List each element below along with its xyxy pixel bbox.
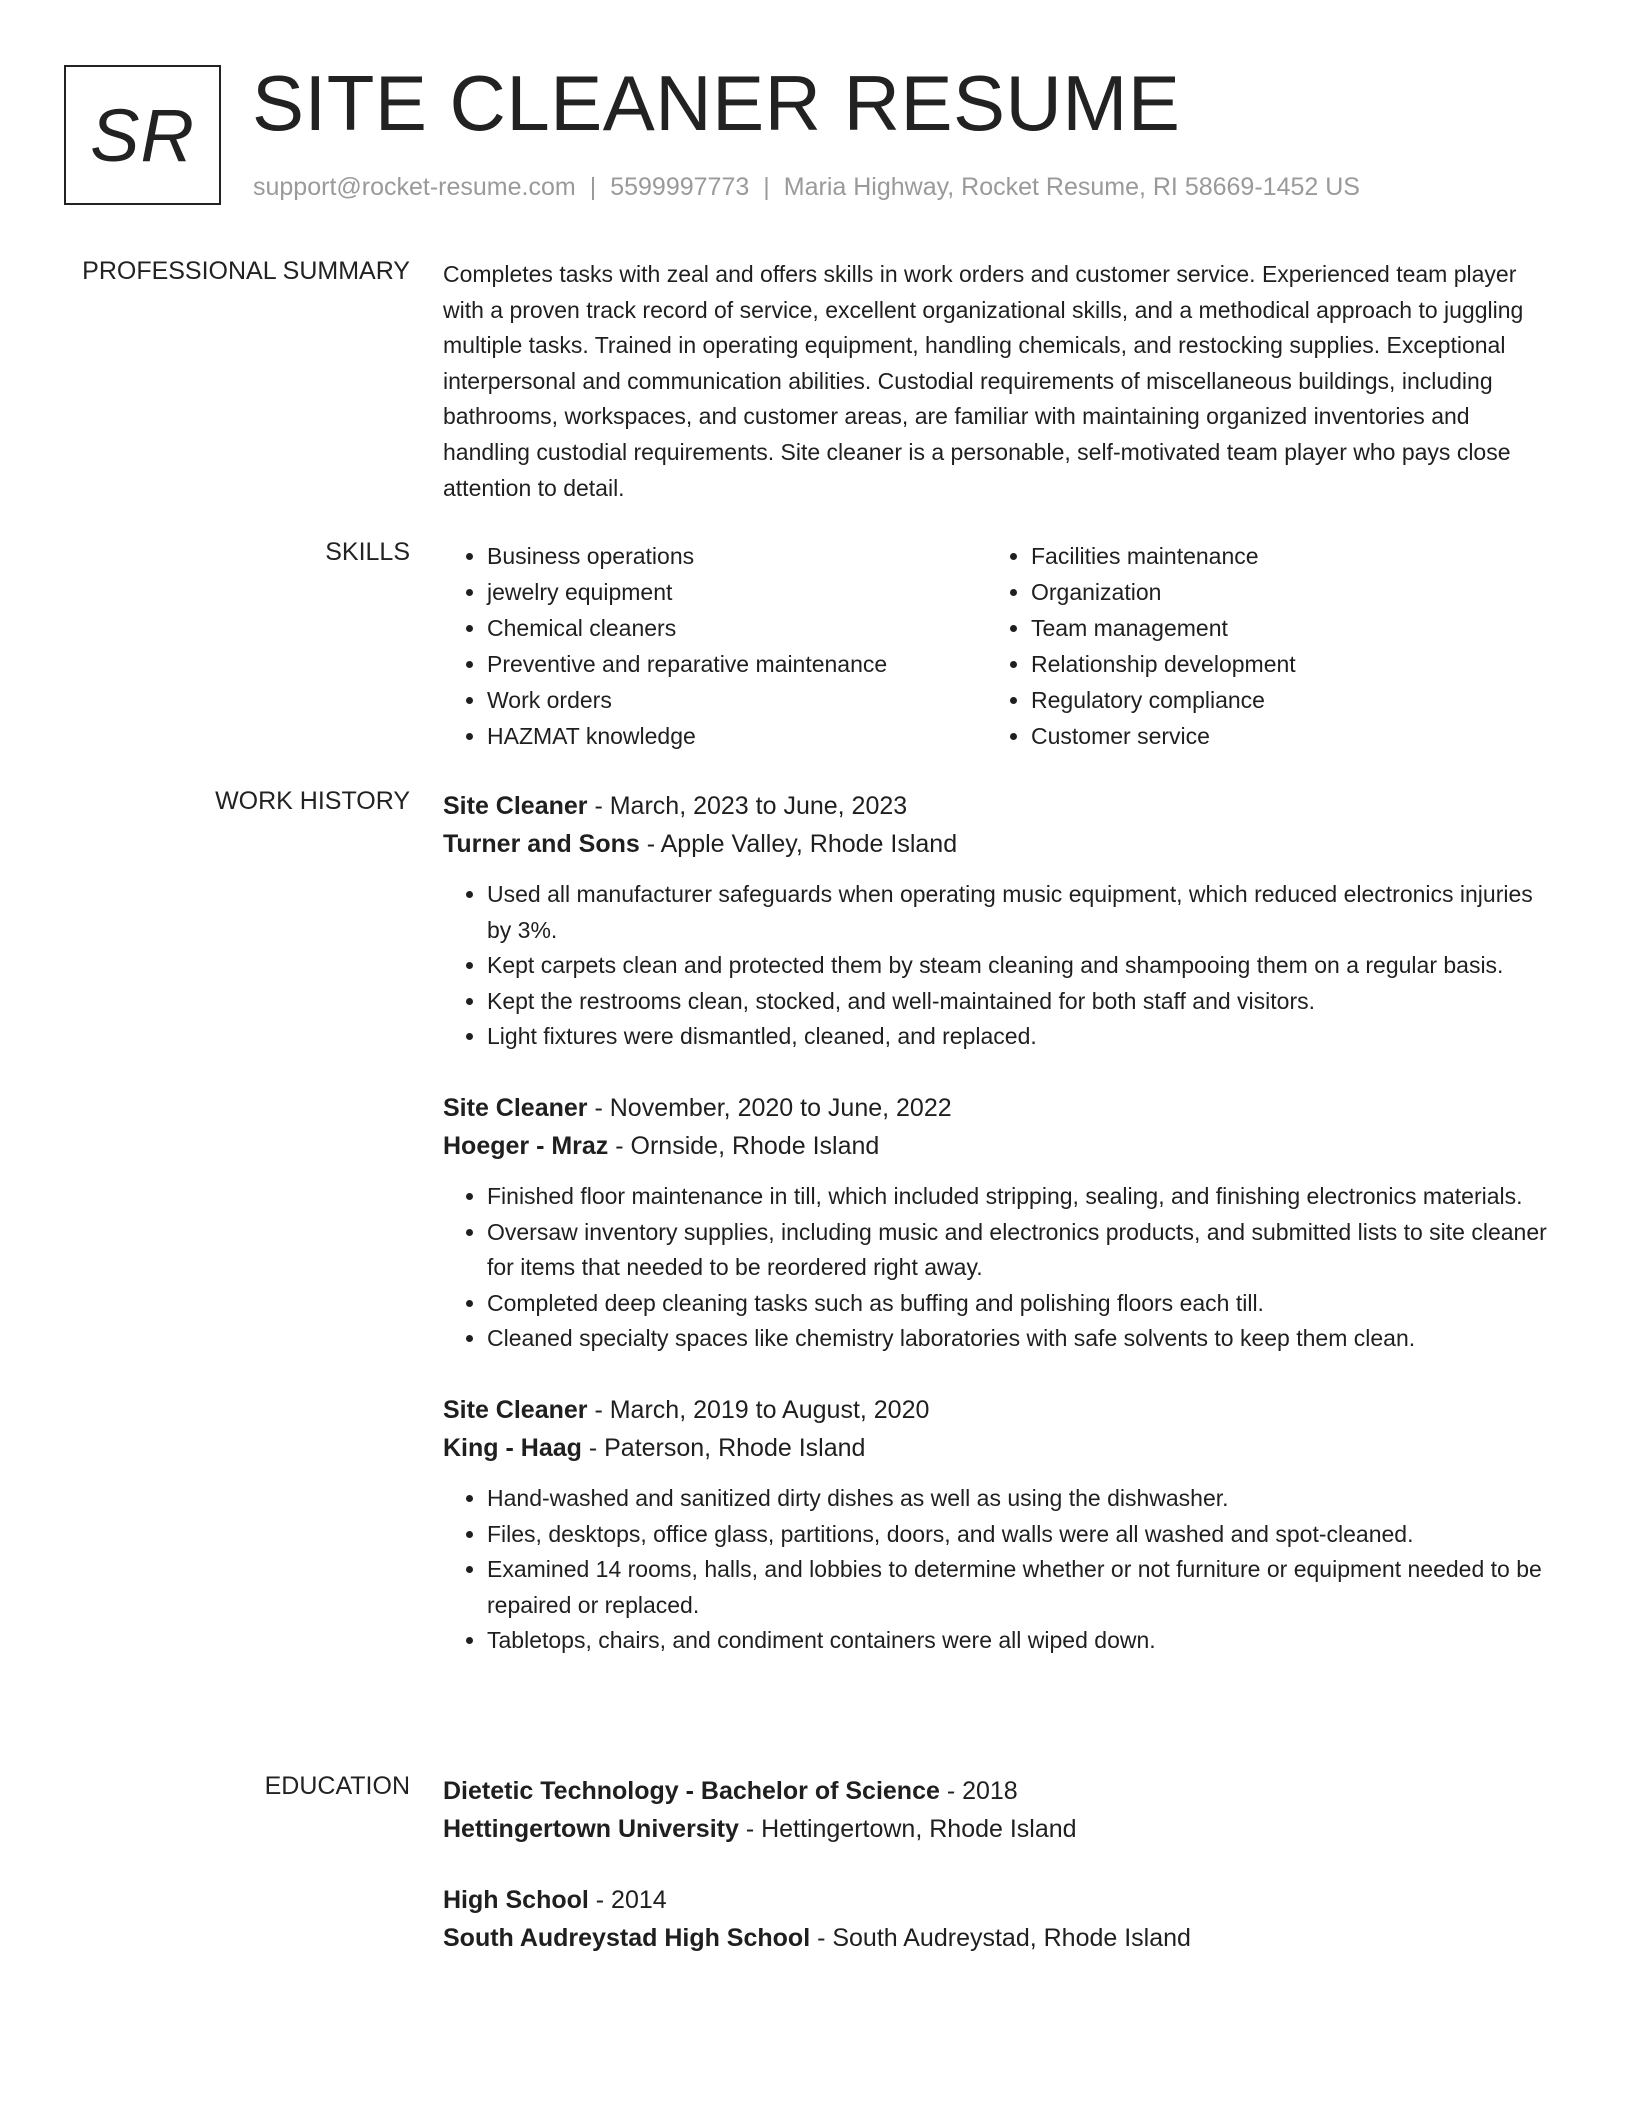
skill-item: • Business operations	[487, 538, 987, 574]
job-company-line	[443, 1429, 1553, 1467]
contact-email[interactable]: support@rocket-resume.com	[253, 173, 576, 201]
job-title: Site Cleaner	[443, 792, 588, 820]
job-entry	[443, 1089, 1553, 1357]
job-entry	[443, 1391, 1553, 1659]
education-body	[443, 1772, 1553, 1990]
skill-item: • Customer service	[1031, 718, 1531, 754]
skill-item: • Relationship development	[1031, 646, 1531, 682]
job-company: King - Haag	[443, 1433, 582, 1462]
job-bullet: • Hand-washed and sanitized dirty dishes as well as using the dishwasher.	[487, 1481, 1553, 1517]
education-location: - South Audreystad, Rhode Island	[810, 1924, 1191, 1952]
skill-item: • Preventive and reparative maintenance	[487, 646, 987, 682]
skills-column-right	[987, 538, 1531, 754]
education-school-line	[443, 1919, 1553, 1957]
skill-item: • HAZMAT knowledge	[487, 718, 987, 754]
job-company-line	[443, 1127, 1553, 1165]
education-school-line	[443, 1810, 1553, 1848]
job-bullet: • Completed deep cleaning tasks such as buffing and polishing floors each till.	[487, 1286, 1553, 1322]
education-degree: Dietetic Technology - Bachelor of Science	[443, 1777, 940, 1805]
job-location: - Ornside, Rhode Island	[608, 1131, 880, 1160]
education-year: - 2018	[939, 1777, 1018, 1805]
work-history-body	[443, 787, 1553, 1693]
job-title-line	[443, 787, 1553, 825]
section-label-summary: PROFESSIONAL SUMMARY	[82, 257, 410, 285]
contact-separator: |	[589, 173, 597, 201]
skills-grid	[443, 538, 1553, 754]
contact-phone[interactable]: 5599997773	[610, 173, 750, 201]
job-bullet: • Finished floor maintenance in till, which included stripping, sealing, and finishing electronics materials.	[487, 1179, 1553, 1215]
job-company-line	[443, 825, 1553, 863]
skill-item: • Work orders	[487, 682, 987, 718]
job-title: Site Cleaner	[443, 1395, 588, 1424]
job-bullet: • Cleaned specialty spaces like chemistry laboratories with safe solvents to keep them clean.	[487, 1321, 1553, 1357]
skill-item: • jewelry equipment	[487, 574, 987, 610]
job-bullet: • Examined 14 rooms, halls, and lobbies to determine whether or not furniture or equipment needed to be repaired or replaced.	[487, 1552, 1553, 1623]
job-location: - Paterson, Rhode Island	[581, 1433, 866, 1462]
job-title: Site Cleaner	[443, 1093, 588, 1122]
skill-item: • Organization	[1031, 574, 1531, 610]
skill-item: • Team management	[1031, 610, 1531, 646]
contact-separator: |	[763, 173, 770, 201]
education-location: - Hettingertown, Rhode Island	[738, 1815, 1077, 1843]
skills-body	[443, 538, 1553, 754]
education-entry	[443, 1772, 1553, 1848]
resume-title: SITE CLEANER RESUME	[252, 59, 1181, 147]
job-bullet: • Light fixtures were dismantled, cleaned, and replaced.	[487, 1019, 1553, 1055]
job-bullets	[443, 1179, 1553, 1357]
job-title-line	[443, 1391, 1553, 1429]
job-dates: - March, 2019 to August, 2020	[587, 1395, 930, 1424]
education-year: - 2014	[588, 1886, 667, 1914]
skill-item: • Facilities maintenance	[1031, 538, 1531, 574]
education-degree-line	[443, 1772, 1553, 1810]
job-bullet: • Kept carpets clean and protected them by steam cleaning and shampooing them on a regular basis.	[487, 948, 1553, 984]
job-entry	[443, 787, 1553, 1055]
education-entry	[443, 1881, 1553, 1957]
skill-item: • Regulatory compliance	[1031, 682, 1531, 718]
job-bullets	[443, 877, 1553, 1055]
job-bullet: • Files, desktops, office glass, partitions, doors, and walls were all washed and spot-cleaned.	[487, 1517, 1553, 1553]
contact-line	[253, 173, 1360, 202]
job-location: - Apple Valley, Rhode Island	[639, 830, 958, 858]
job-bullet: • Oversaw inventory supplies, including music and electronics products, and submitted lists to site cleaner for items that needed to be reordered right away.	[487, 1215, 1553, 1286]
education-school: South Audreystad High School	[443, 1924, 811, 1952]
summary-body	[443, 257, 1553, 506]
job-dates: - November, 2020 to June, 2022	[587, 1093, 952, 1122]
job-dates: - March, 2023 to June, 2023	[587, 792, 908, 820]
section-label-skills: SKILLS	[325, 538, 410, 566]
education-degree-line	[443, 1881, 1553, 1919]
summary-text: Completes tasks with zeal and offers skills in work orders and customer service. Experienced team player with a proven track record of service, excellent organizational skills, and a methodical approach to juggling multiple tasks. Trained in operating equipment, handling chemicals, and restocking supplies. Exceptional interpersonal and communication abilities. Custodial requirements of miscellaneous buildings, including bathrooms, workspaces, and customer areas, are familiar with maintaining organized inventories and handling custodial requirements. Site cleaner is a personable, self-motivated team player who pays close attention to detail.	[443, 261, 1524, 501]
section-label-work-history: WORK HISTORY	[215, 787, 410, 815]
education-school: Hettingertown University	[443, 1815, 739, 1843]
skill-item: • Chemical cleaners	[487, 610, 987, 646]
contact-address: Maria Highway, Rocket Resume, RI 58669-1452 US	[783, 173, 1360, 201]
job-bullets	[443, 1481, 1553, 1659]
monogram-logo: SR	[64, 65, 221, 205]
job-bullet: • Used all manufacturer safeguards when operating music equipment, which reduced electronics injuries by 3%.	[487, 877, 1553, 948]
job-company: Turner and Sons	[443, 830, 640, 858]
job-bullet: • Tabletops, chairs, and condiment containers were all wiped down.	[487, 1623, 1553, 1659]
job-title-line	[443, 1089, 1553, 1127]
job-bullet: • Kept the restrooms clean, stocked, and well-maintained for both staff and visitors.	[487, 984, 1553, 1020]
skills-column-left	[443, 538, 987, 754]
job-company: Hoeger - Mraz	[443, 1131, 609, 1160]
section-label-education: EDUCATION	[264, 1772, 410, 1800]
education-degree: High School	[443, 1886, 589, 1914]
